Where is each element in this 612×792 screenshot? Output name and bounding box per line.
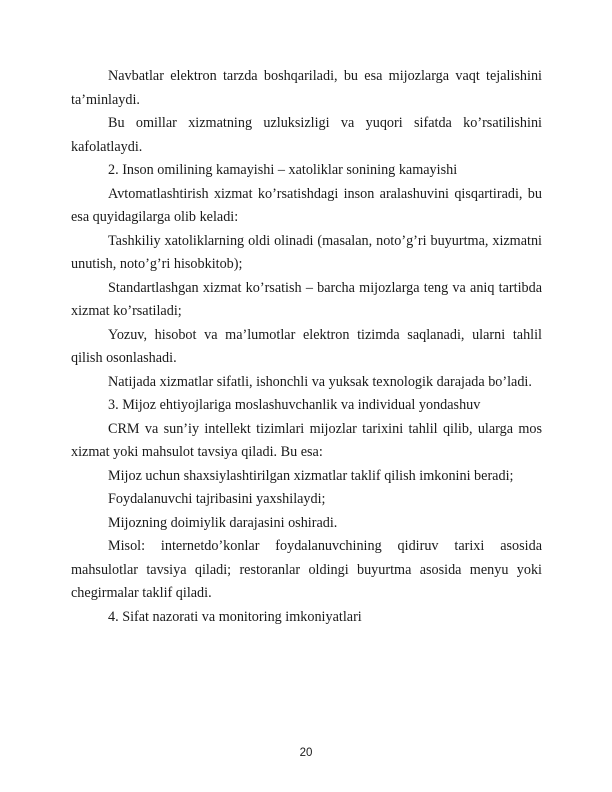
paragraph: CRM va sun’iy intellekt tizimlari mijozlar tarixini tahlil qilib, ularga mos xizmat yoki mahsulot tavsiya qiladi. Bu esa: <box>71 420 542 460</box>
list-item: Yozuv, hisobot va ma’lumotlar elektron tizimda saqlanadi, ularni tahlil qilish osonlashadi. <box>71 326 542 366</box>
list-item: Foydalanuvchi tajribasini yaxshilaydi; <box>108 491 326 507</box>
section-heading: 2. Inson omilining kamayishi – xatoliklar sonining kamayishi <box>108 162 458 178</box>
paragraph: Navbatlar elektron tarzda boshqariladi, bu esa mijozlarga vaqt tejalishini ta’minlaydi. <box>71 68 542 108</box>
section-heading: 4. Sifat nazorati va monitoring imkoniyatlari <box>108 608 362 625</box>
list-item: Mijozning doimiylik darajasini oshiradi. <box>108 514 338 531</box>
section-heading: 3. Mijoz ehtiyojlariga moslashuvchanlik va individual yondashuv <box>108 397 481 413</box>
paragraph: Bu omillar xizmatning uzluksizligi va yuqori sifatda ko’rsatilishini kafolatlaydi. <box>71 115 542 155</box>
body-text <box>71 65 542 629</box>
list-item: Standartlashgan xizmat ko’rsatish – barcha mijozlarga teng va aniq tartibda xizmat ko’rsatiladi; <box>71 279 542 319</box>
paragraph: Misol: internetdo’konlar foydalanuvchining qidiruv tarixi asosida mahsulotlar tavsiya qiladi; restoranlar oldingi buyurtma asosida menyu yoki chegirmalar taklif qiladi. <box>71 538 542 601</box>
list-item: Tashkiliy xatoliklarning oldi olinadi (masalan, noto’g’ri buyurtma, xizmatni unutish, noto’g’ri hisobkitob); <box>71 232 542 272</box>
paragraph: Avtomatlashtirish xizmat ko’rsatishdagi inson aralashuvini qisqartiradi, bu esa quyidagilarga olib keladi: <box>71 185 542 225</box>
page-number: 20 <box>299 747 313 759</box>
paragraph: Natijada xizmatlar sifatli, ishonchli va yuksak texnologik darajada bo’ladi. <box>108 373 532 390</box>
list-item: Mijoz uchun shaxsiylashtirilgan xizmatlar taklif qilish imkonini beradi; <box>108 467 514 484</box>
